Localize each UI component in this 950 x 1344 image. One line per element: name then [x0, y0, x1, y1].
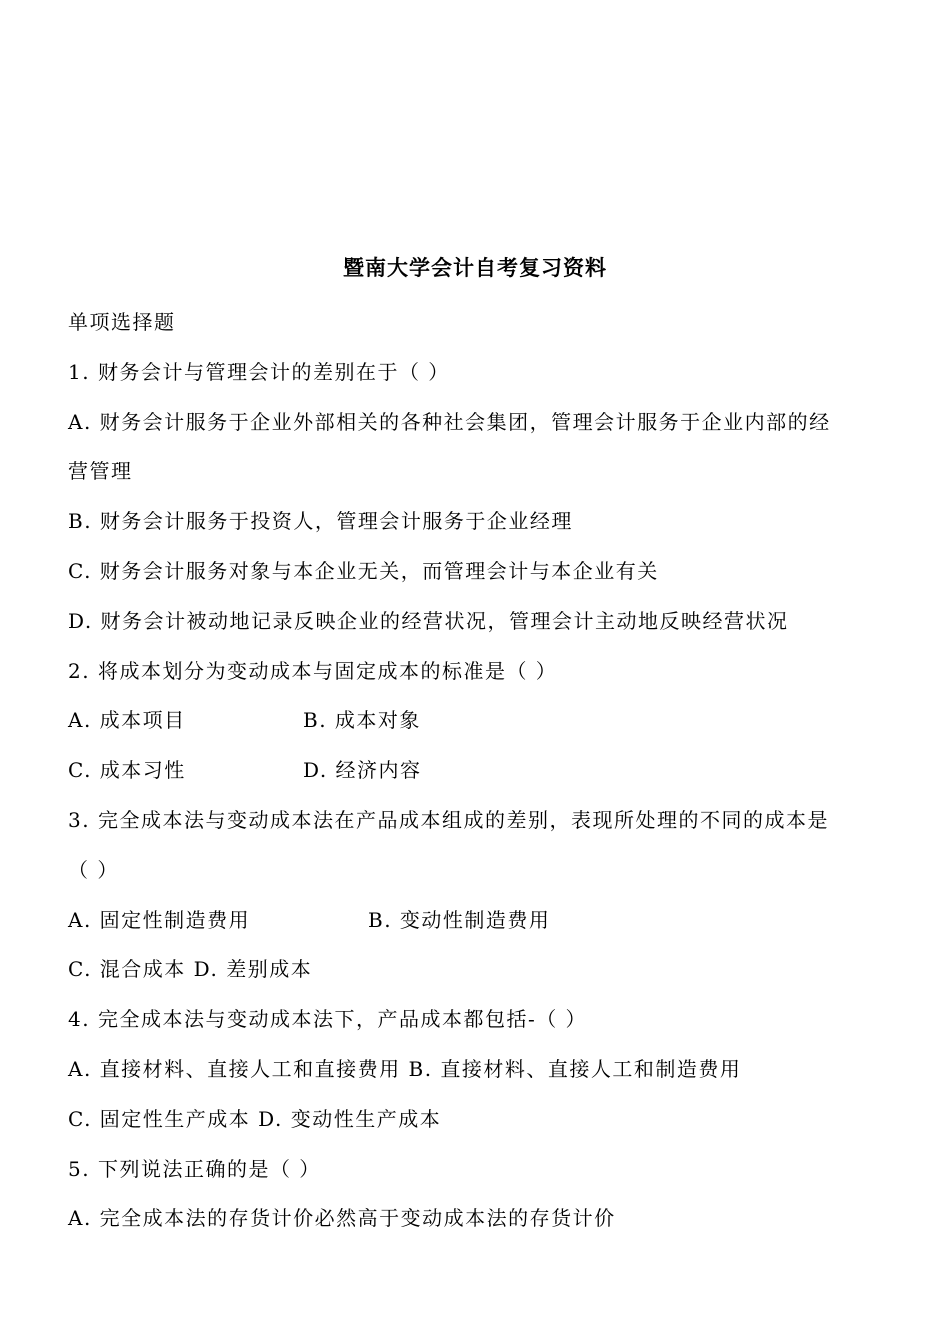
question-1-option-d: D. 财务会计被动地记录反映企业的经营状况，管理会计主动地反映经营状况 [68, 608, 789, 633]
question-3-options-ab [68, 896, 888, 946]
question-3-option-a: A. 固定性制造费用 [68, 907, 251, 932]
question-4-options-ab: A. 直接材料、直接人工和直接费用 B. 直接材料、直接人工和制造费用 [68, 1056, 742, 1081]
question-1-option-c: C. 财务会计服务对象与本企业无关，而管理会计与本企业有关 [68, 558, 659, 583]
document-body [68, 298, 888, 1244]
question-2-option-a: A. 成本项目 [68, 708, 186, 733]
question-3-stem-continued: （ ） [68, 857, 119, 882]
question-2-options-cd [68, 746, 888, 796]
question-1-option-a: A. 财务会计服务于企业外部相关的各种社会集团，管理会计服务于企业内部的经 [68, 409, 831, 434]
section-heading: 单项选择题 [68, 310, 176, 334]
question-1-option-b: B. 财务会计服务于投资人，管理会计服务于企业经理 [68, 509, 573, 534]
question-3-stem: 3. 完全成本法与变动成本法在产品成本组成的差别，表现所处理的不同的成本是 [68, 807, 829, 832]
question-5-option-a: A. 完全成本法的存货计价必然高于变动成本法的存货计价 [68, 1206, 616, 1231]
question-1-option-a-continued: 营管理 [68, 459, 133, 484]
question-2-option-c: C. 成本习性 [68, 758, 186, 783]
question-1-stem: 1. 财务会计与管理会计的差别在于（ ） [68, 359, 450, 384]
question-2-stem: 2. 将成本划分为变动成本与固定成本的标准是（ ） [68, 658, 558, 683]
question-2-option-b: B. 成本对象 [303, 708, 421, 733]
question-5-stem: 5. 下列说法正确的是（ ） [68, 1156, 321, 1181]
question-3-options-cd: C. 混合成本 D. 差别成本 [68, 957, 313, 982]
document-title: 暨南大学会计自考复习资料 [343, 255, 607, 280]
question-4-options-cd: C. 固定性生产成本 D. 变动性生产成本 [68, 1106, 442, 1131]
question-3-option-b: B. 变动性制造费用 [368, 907, 551, 932]
question-4-stem: 4. 完全成本法与变动成本法下，产品成本都包括-（ ） [68, 1007, 588, 1032]
question-2-options-ab [68, 696, 888, 746]
question-2-option-d: D. 经济内容 [303, 758, 422, 783]
